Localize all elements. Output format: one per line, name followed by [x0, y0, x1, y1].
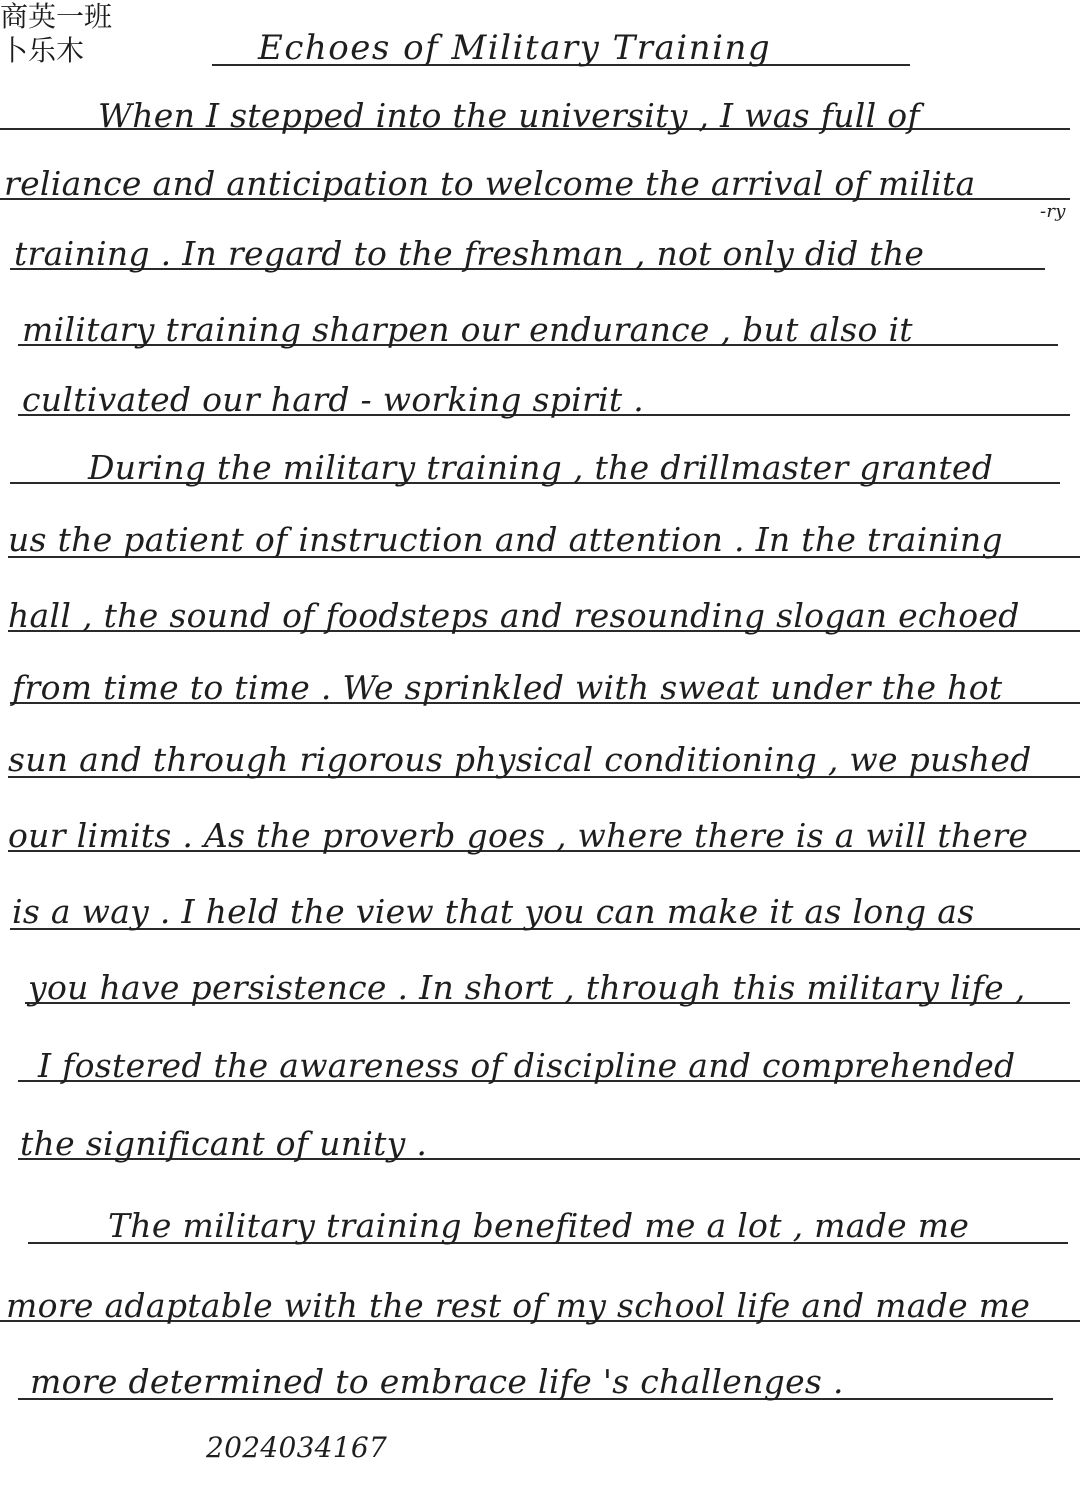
signature-student-id: 2024034167	[206, 1431, 388, 1464]
essay-line: our limits . As the proverb goes , where there is a will there	[8, 816, 1029, 855]
essay-line: more adaptable with the rest of my school life and made me	[6, 1286, 1031, 1325]
essay-line: more determined to embrace life 's challenges .	[30, 1362, 844, 1401]
essay-line: I fostered the awareness of discipline and comprehended	[38, 1046, 1016, 1085]
essay-line: During the military training , the drillmaster granted	[88, 448, 994, 487]
essay-line: hall , the sound of foodsteps and resounding slogan echoed	[8, 596, 1020, 635]
essay-line: from time to time . We sprinkled with sweat under the hot	[12, 668, 1003, 707]
essay-title: Echoes of Military Training	[258, 28, 772, 68]
essay-line: the significant of unity .	[20, 1124, 428, 1163]
essay-line: you have persistence . In short , through this military life ,	[28, 968, 1026, 1007]
essay-line: military training sharpen our endurance , but also it	[22, 310, 913, 349]
essay-line: The military training benefited me a lot , made me	[108, 1206, 970, 1245]
signature-class: 商英一班	[0, 0, 113, 33]
essay-line: cultivated our hard - working spirit .	[22, 380, 645, 419]
essay-line: When I stepped into the university , I was full of	[98, 96, 920, 135]
essay-line: is a way . I held the view that you can make it as long as	[12, 892, 975, 931]
essay-line: sun and through rigorous physical conditioning , we pushed	[8, 740, 1032, 779]
essay-line: us the patient of instruction and attention . In the training	[8, 520, 1003, 559]
hyphen-continuation: -ry	[1040, 201, 1066, 222]
essay-line: training . In regard to the freshman , not only did the	[14, 234, 925, 273]
signature-name-partial: 卜乐木	[0, 34, 85, 67]
essay-line: reliance and anticipation to welcome the arrival of milita	[4, 164, 976, 203]
